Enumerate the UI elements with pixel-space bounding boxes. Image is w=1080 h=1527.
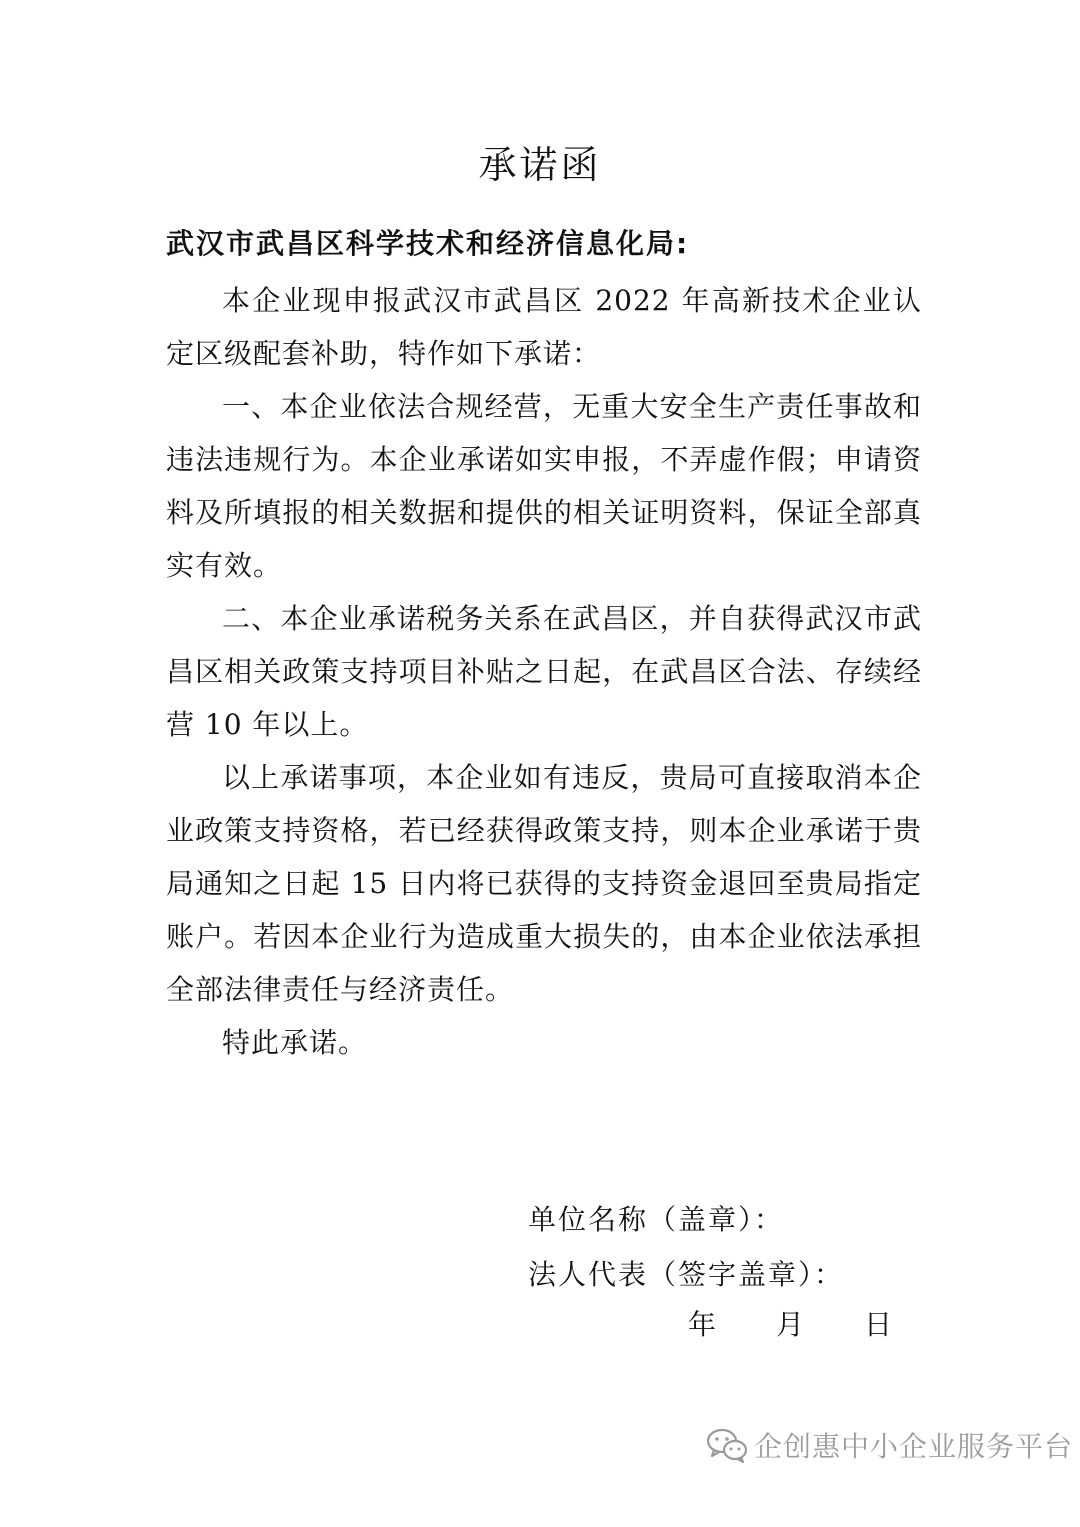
date-day-label: 日 [864,1308,893,1341]
paragraph-consequences: 以上承诺事项，本企业如有违反，贵局可直接取消本企业政策支持资格，若已经获得政策支持，则本企业承诺于贵局通知之日起 15 日内将已获得的支持资金退回至贵局指定账户。若因本企业行为造成重大损失的，由本企业依法承担全部法律责任与经济责任。 [166,761,922,1006]
paragraph-commitment-1: 一、本企业依法合规经营，无重大安全生产责任事故和违法违规行为。本企业承诺如实申报，不弄虚作假；申请资料及所填报的相关数据和提供的相关证明资料，保证全部真实有效。 [166,390,922,582]
watermark-text: 企创惠中小企业服务平台 [754,1430,1074,1463]
document-body [166,274,922,1069]
date-year-label: 年 [688,1308,717,1341]
salutation: 武汉市武昌区科学技术和经济信息化局: [166,227,690,260]
paragraph-closing: 特此承诺。 [222,1026,368,1059]
date-month-label: 月 [776,1308,805,1341]
legal-representative-label: 法人代表（签字盖章）： [528,1258,845,1291]
paragraph-commitment-2: 二、本企业承诺税务关系在武昌区，并自获得武汉市武昌区相关政策支持项目补贴之日起，在武昌区合法、存续经营 10 年以上。 [166,602,922,741]
unit-name-label: 单位名称（盖章）： [528,1203,785,1236]
page-title: 承诺函 [478,143,602,187]
watermark [706,1420,1073,1470]
wechat-icon [706,1426,748,1464]
paragraph-intro: 本企业现申报武汉市武昌区 2022 年高新技术企业认定区级配套补助，特作如下承诺： [166,284,922,370]
